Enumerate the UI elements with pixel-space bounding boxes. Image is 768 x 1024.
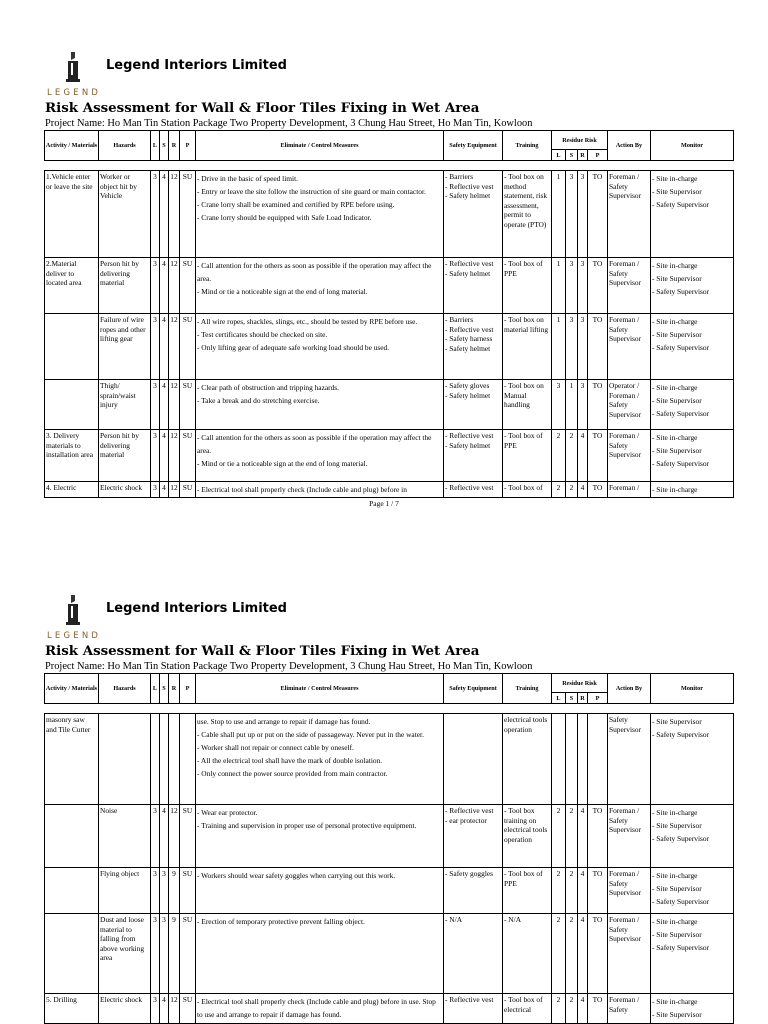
cell-residue-s: 1 — [566, 380, 578, 430]
cell-monitor-line: - Safety Supervisor — [652, 409, 710, 418]
cell-equipment-line: - Safety helmet — [445, 390, 491, 400]
cell-measures — [196, 805, 444, 868]
cell-monitor — [651, 314, 734, 380]
cell-monitor-line: - Site in-charge — [652, 485, 698, 494]
cell-l: 3 — [151, 380, 160, 430]
risk-table-body-2 — [45, 714, 734, 1024]
cell-monitor-line: - Safety Supervisor — [652, 200, 710, 209]
cell-monitor-line: - Safety Supervisor — [652, 459, 710, 468]
cell-equipment — [444, 868, 503, 914]
cell-equipment-line: - Reflective vest — [445, 259, 494, 268]
cell-p — [180, 714, 196, 805]
company-name: Legend Interiors Limited — [106, 601, 287, 616]
table-row — [45, 171, 734, 258]
cell-measures-line: - All the electrical tool shall have the mark of double isolation. — [197, 756, 383, 765]
cell-r: 12 — [169, 314, 180, 380]
cell-r — [169, 714, 180, 805]
cell-monitor-line: - Site in-charge — [652, 997, 698, 1006]
col-activity: Activity / Materials — [45, 131, 99, 161]
table-row — [45, 258, 734, 314]
cell-action: Foreman / Safety Supervisor — [608, 258, 651, 314]
cell-monitor — [651, 482, 734, 498]
col-activity: Activity / Materials — [45, 674, 99, 704]
cell-monitor — [651, 994, 734, 1024]
cell-equipment — [444, 714, 503, 805]
cell-monitor-line: - Safety Supervisor — [652, 834, 710, 843]
cell-residue-r — [578, 714, 588, 805]
cell-r: 12 — [169, 482, 180, 498]
cell-measures-line: - Clear path of obstruction and tripping hazards. — [197, 383, 340, 392]
col-residue-l: L — [552, 693, 566, 704]
cell-equipment — [444, 171, 503, 258]
col-s: S — [160, 674, 169, 704]
col-l: L — [151, 131, 160, 161]
cell-monitor-line: - Site in-charge — [652, 433, 698, 442]
cell-l: 3 — [151, 258, 160, 314]
cell-hazard: Noise — [99, 805, 151, 868]
cell-residue-l: 2 — [552, 805, 566, 868]
col-residue-p: P — [588, 150, 608, 161]
cell-monitor-line: - Site Supervisor — [652, 396, 702, 405]
cell-measures-line: - Drive in the basic of speed limit. — [197, 174, 298, 183]
cell-measures — [196, 380, 444, 430]
cell-measures-line: - Mind or tie a noticeable sign at the end of long material. — [197, 287, 368, 296]
cell-residue-p: TO — [588, 868, 608, 914]
cell-equipment-line: - Reflective vest — [445, 181, 494, 191]
col-hazards: Hazards — [99, 131, 151, 161]
cell-l: 3 — [151, 805, 160, 868]
cell-residue-p: TO — [588, 994, 608, 1024]
cell-monitor-line: - Site in-charge — [652, 317, 698, 326]
document-title: Risk Assessment for Wall & Floor Tiles Fixing in Wet Area — [45, 100, 480, 116]
cell-monitor-line: - Site Supervisor — [652, 446, 702, 455]
cell-equipment — [444, 430, 503, 482]
col-action: Action By — [608, 674, 651, 704]
cell-measures — [196, 314, 444, 380]
legend-logo-icon — [62, 595, 84, 625]
cell-activity: 4. Electric — [45, 482, 99, 498]
col-equipment: Safety Equipment — [444, 674, 503, 704]
cell-action: Foreman / Safety Supervisor — [608, 171, 651, 258]
table-row — [45, 994, 734, 1024]
cell-r: 12 — [169, 994, 180, 1024]
cell-s: 3 — [160, 868, 169, 914]
cell-r: 12 — [169, 430, 180, 482]
cell-residue-r: 4 — [578, 868, 588, 914]
cell-training: - Tool box of PPE — [503, 430, 552, 482]
brand-wordmark: LEGEND — [47, 631, 102, 641]
col-hazards: Hazards — [99, 674, 151, 704]
col-action: Action By — [608, 131, 651, 161]
cell-monitor-line: - Site Supervisor — [652, 1010, 702, 1019]
col-residue: Residue Risk — [552, 131, 608, 150]
cell-monitor-line: - Site in-charge — [652, 261, 698, 270]
cell-residue-p: TO — [588, 258, 608, 314]
cell-residue-l: 2 — [552, 482, 566, 498]
cell-equipment — [444, 314, 503, 380]
cell-s: 4 — [160, 805, 169, 868]
cell-p: SU — [180, 380, 196, 430]
cell-measures-line: - Worker shall not repair or connect cable by oneself. — [197, 743, 354, 752]
brand-wordmark: LEGEND — [47, 88, 102, 98]
cell-equipment-line: - Reflective vest — [445, 806, 494, 815]
cell-residue-r: 4 — [578, 994, 588, 1024]
cell-r: 12 — [169, 171, 180, 258]
cell-measures-line: - Erection of temporary protective prevent falling object. — [197, 917, 365, 926]
cell-training: - N/A — [503, 914, 552, 994]
cell-residue-s: 3 — [566, 258, 578, 314]
cell-residue-p: TO — [588, 482, 608, 498]
cell-monitor-line: - Safety Supervisor — [652, 943, 710, 952]
cell-measures-line: - Only lifting gear of adequate safe working load should be used. — [197, 343, 390, 352]
table-row — [45, 380, 734, 430]
table-header — [44, 130, 734, 161]
cell-residue-l: 2 — [552, 868, 566, 914]
cell-hazard: Worker or object hit by Vehicle — [99, 171, 151, 258]
cell-monitor — [651, 430, 734, 482]
cell-residue-s: 2 — [566, 994, 578, 1024]
cell-s: 3 — [160, 914, 169, 994]
cell-r: 9 — [169, 868, 180, 914]
cell-activity: masonry saw and Tile Cutter — [45, 714, 99, 805]
cell-hazard: Dust and loose material to falling from above working area — [99, 914, 151, 994]
cell-residue-s: 2 — [566, 805, 578, 868]
cell-residue-l: 1 — [552, 258, 566, 314]
cell-monitor-line: - Safety Supervisor — [652, 897, 710, 906]
cell-residue-r: 4 — [578, 482, 588, 498]
col-residue-p: P — [588, 693, 608, 704]
cell-equipment-line: - Barriers — [445, 315, 474, 324]
col-residue-r: R — [578, 693, 588, 704]
cell-equipment-line: - Safety helmet — [445, 440, 491, 450]
cell-residue-l: 1 — [552, 314, 566, 380]
col-monitor: Monitor — [651, 674, 734, 704]
table-row — [45, 430, 734, 482]
col-r: R — [169, 674, 180, 704]
cell-equipment-line: - Safety helmet — [445, 268, 491, 278]
table-row — [45, 482, 734, 498]
cell-s: 4 — [160, 430, 169, 482]
cell-monitor-line: - Safety Supervisor — [652, 343, 710, 352]
cell-measures — [196, 994, 444, 1024]
col-residue-s: S — [566, 150, 578, 161]
project-name: Project Name: Ho Man Tin Station Package Two Property Development, 3 Chung Hau Street, Ho Man Tin, Kowloon — [45, 118, 533, 129]
cell-residue-l: 1 — [552, 171, 566, 258]
cell-residue-p: TO — [588, 380, 608, 430]
cell-measures — [196, 714, 444, 805]
cell-p: SU — [180, 314, 196, 380]
cell-hazard: Person hit by delivering material — [99, 430, 151, 482]
col-training: Training — [503, 131, 552, 161]
cell-measures-line: - Crane lorry shall be examined and certified by RPE before using. — [197, 200, 395, 209]
legend-logo-icon — [62, 52, 84, 82]
cell-s: 4 — [160, 994, 169, 1024]
cell-activity — [45, 314, 99, 380]
cell-l: 3 — [151, 171, 160, 258]
cell-l: 3 — [151, 314, 160, 380]
cell-activity — [45, 914, 99, 994]
cell-monitor-line: - Site in-charge — [652, 917, 698, 926]
cell-measures-line: - Mind or tie a noticeable sign at the end of long material. — [197, 459, 368, 468]
cell-monitor-line: - Site in-charge — [652, 174, 698, 183]
cell-hazard: Flying object — [99, 868, 151, 914]
document-title: Risk Assessment for Wall & Floor Tiles Fixing in Wet Area — [45, 643, 480, 659]
cell-equipment — [444, 380, 503, 430]
col-residue: Residue Risk — [552, 674, 608, 693]
cell-l: 3 — [151, 914, 160, 994]
cell-s: 4 — [160, 380, 169, 430]
cell-equipment-line: - Reflective vest — [445, 995, 494, 1004]
cell-equipment — [444, 805, 503, 868]
cell-hazard: Failure of wire ropes and other lifting gear — [99, 314, 151, 380]
col-residue-s: S — [566, 693, 578, 704]
cell-equipment-line: - Safety goggles — [445, 869, 494, 878]
cell-residue-r: 4 — [578, 914, 588, 994]
cell-equipment-line: - Safety gloves — [445, 381, 490, 390]
cell-monitor-line: - Site in-charge — [652, 808, 698, 817]
cell-residue-l: 3 — [552, 380, 566, 430]
cell-activity: 2.Material deliver to located area — [45, 258, 99, 314]
cell-training: - Tool box training on electrical tools operation — [503, 805, 552, 868]
cell-measures-line: use. Stop to use and arrange to repair if damage has found. — [197, 717, 371, 726]
cell-residue-s: 3 — [566, 314, 578, 380]
cell-activity — [45, 868, 99, 914]
cell-measures-line: - Call attention for the others as soon as possible if the operation may affect the area. — [197, 261, 432, 283]
col-monitor: Monitor — [651, 131, 734, 161]
risk-table-page-2 — [44, 713, 734, 1024]
cell-action: Safety Supervisor — [608, 714, 651, 805]
cell-action: Operator / Foreman / Safety Supervisor — [608, 380, 651, 430]
cell-monitor-line: - Site in-charge — [652, 383, 698, 392]
cell-action: Foreman / Safety Supervisor — [608, 868, 651, 914]
cell-r: 12 — [169, 380, 180, 430]
cell-s: 4 — [160, 482, 169, 498]
table-row — [45, 868, 734, 914]
cell-measures-line: - Wear ear protector. — [197, 808, 258, 817]
cell-equipment-line: - Reflective vest — [445, 324, 494, 334]
cell-s: 4 — [160, 258, 169, 314]
cell-residue-p: TO — [588, 914, 608, 994]
cell-monitor — [651, 258, 734, 314]
col-l: L — [151, 674, 160, 704]
cell-measures-line: - All wire ropes, shackles, slings, etc., should be tested by RPE before use. — [197, 317, 418, 326]
cell-action: Foreman / Safety Supervisor — [608, 805, 651, 868]
cell-hazard: Person hit by delivering material — [99, 258, 151, 314]
cell-residue-s: 3 — [566, 171, 578, 258]
table-row — [45, 914, 734, 994]
table-row — [45, 314, 734, 380]
cell-residue-p: TO — [588, 805, 608, 868]
cell-action: Foreman / Safety Supervisor — [608, 314, 651, 380]
cell-p: SU — [180, 430, 196, 482]
cell-measures-line: - Cable shall put up or put on the side of passageway. Never put in the water. — [197, 730, 424, 739]
cell-equipment-line: - ear protector — [445, 815, 487, 825]
cell-residue-p: TO — [588, 171, 608, 258]
cell-residue-s: 2 — [566, 482, 578, 498]
cell-measures-line: - Crane lorry should be equipped with Safe Load Indicator. — [197, 213, 372, 222]
cell-activity: 3. Delivery materials to installation area — [45, 430, 99, 482]
cell-training: electrical tools operation — [503, 714, 552, 805]
cell-measures — [196, 171, 444, 258]
cell-training: - Tool box on material lifting — [503, 314, 552, 380]
cell-measures — [196, 430, 444, 482]
cell-l: 3 — [151, 868, 160, 914]
cell-monitor-line: - Site Supervisor — [652, 187, 702, 196]
cell-measures-line: - Entry or leave the site follow the instruction of site guard or main contactor. — [197, 187, 426, 196]
cell-activity: 5. Drilling — [45, 994, 99, 1024]
cell-equipment-line: - Safety harness — [445, 334, 493, 344]
project-name: Project Name: Ho Man Tin Station Package Two Property Development, 3 Chung Hau Street, Ho Man Tin, Kowloon — [45, 661, 533, 672]
cell-l: 3 — [151, 482, 160, 498]
cell-equipment — [444, 914, 503, 994]
cell-hazard: Electric shock — [99, 994, 151, 1024]
cell-action: Foreman / Safety — [608, 994, 651, 1024]
cell-measures — [196, 482, 444, 498]
cell-activity: 1.Vehicle enter or leave the site — [45, 171, 99, 258]
cell-monitor — [651, 380, 734, 430]
cell-monitor — [651, 171, 734, 258]
col-training: Training — [503, 674, 552, 704]
cell-p: SU — [180, 258, 196, 314]
col-residue-r: R — [578, 150, 588, 161]
col-p: P — [180, 131, 196, 161]
cell-monitor-line: - Site Supervisor — [652, 930, 702, 939]
cell-residue-r: 3 — [578, 171, 588, 258]
cell-measures-line: - Only connect the power source provided from main contractor. — [197, 769, 388, 778]
cell-residue-p — [588, 714, 608, 805]
cell-monitor-line: - Site Supervisor — [652, 884, 702, 893]
cell-residue-p: TO — [588, 314, 608, 380]
cell-r: 12 — [169, 805, 180, 868]
cell-l — [151, 714, 160, 805]
cell-residue-r: 3 — [578, 314, 588, 380]
company-name: Legend Interiors Limited — [106, 58, 287, 73]
cell-residue-s — [566, 714, 578, 805]
cell-measures-line: - Training and supervision in proper use of personal protective equipment. — [197, 821, 417, 830]
cell-p: SU — [180, 994, 196, 1024]
cell-equipment — [444, 994, 503, 1024]
col-residue-l: L — [552, 150, 566, 161]
cell-p: SU — [180, 171, 196, 258]
table-row — [45, 714, 734, 805]
cell-equipment-line: - Reflective vest — [445, 483, 494, 492]
cell-p: SU — [180, 482, 196, 498]
cell-equipment-line: - Safety helmet — [445, 191, 491, 201]
cell-measures — [196, 258, 444, 314]
cell-residue-s: 2 — [566, 914, 578, 994]
cell-residue-l — [552, 714, 566, 805]
col-p: P — [180, 674, 196, 704]
cell-residue-r: 3 — [578, 380, 588, 430]
cell-measures-line: - Call attention for the others as soon as possible if the operation may affect the area. — [197, 433, 432, 455]
cell-equipment-line: - N/A — [445, 915, 463, 924]
cell-hazard — [99, 714, 151, 805]
cell-training: - Tool box of PPE — [503, 258, 552, 314]
cell-measures — [196, 914, 444, 994]
cell-training: - Tool box of PPE — [503, 868, 552, 914]
cell-equipment-line: - Barriers — [445, 172, 474, 181]
cell-action: Foreman / Safety Supervisor — [608, 430, 651, 482]
cell-monitor-line: - Site Supervisor — [652, 717, 702, 726]
cell-equipment — [444, 258, 503, 314]
cell-residue-s: 2 — [566, 430, 578, 482]
cell-monitor — [651, 868, 734, 914]
cell-r: 12 — [169, 258, 180, 314]
cell-hazard: Electric shock — [99, 482, 151, 498]
col-s: S — [160, 131, 169, 161]
cell-s: 4 — [160, 314, 169, 380]
cell-monitor-line: - Site Supervisor — [652, 330, 702, 339]
cell-s — [160, 714, 169, 805]
cell-p: SU — [180, 868, 196, 914]
cell-p: SU — [180, 914, 196, 994]
cell-residue-s: 2 — [566, 868, 578, 914]
risk-table-body-1 — [45, 171, 734, 498]
cell-measures-line: - Electrical tool shall properly check (Include cable and plug) before in — [197, 485, 407, 494]
cell-monitor — [651, 714, 734, 805]
cell-l: 3 — [151, 430, 160, 482]
cell-l: 3 — [151, 994, 160, 1024]
col-measures: Eliminate / Control Measures — [196, 131, 444, 161]
cell-activity — [45, 380, 99, 430]
cell-residue-l: 2 — [552, 914, 566, 994]
cell-equipment-line: - Safety helmet — [445, 343, 491, 353]
cell-residue-r: 4 — [578, 430, 588, 482]
cell-training: - Tool box of — [503, 482, 552, 498]
page-number: Page 1 / 7 — [369, 499, 399, 508]
cell-monitor-line: - Site Supervisor — [652, 821, 702, 830]
col-equipment: Safety Equipment — [444, 131, 503, 161]
cell-measures-line: - Workers should wear safety goggles when carrying out this work. — [197, 871, 396, 880]
cell-monitor — [651, 805, 734, 868]
cell-equipment — [444, 482, 503, 498]
cell-action: Foreman / — [608, 482, 651, 498]
cell-action: Foreman / Safety Supervisor — [608, 914, 651, 994]
col-measures: Eliminate / Control Measures — [196, 674, 444, 704]
cell-residue-r: 4 — [578, 805, 588, 868]
col-r: R — [169, 131, 180, 161]
cell-training: - Tool box on method statement, risk assessment, permit to operate (PTO) — [503, 171, 552, 258]
cell-monitor-line: - Site in-charge — [652, 871, 698, 880]
table-header — [44, 673, 734, 704]
cell-measures-line: - Electrical tool shall properly check (Include cable and plug) before in use. Stop to use and arrange to repair if damage has found. — [197, 997, 436, 1019]
cell-r: 9 — [169, 914, 180, 994]
cell-p: SU — [180, 805, 196, 868]
cell-residue-l: 2 — [552, 994, 566, 1024]
cell-s: 4 — [160, 171, 169, 258]
risk-table-page-1 — [44, 170, 734, 498]
cell-residue-l: 2 — [552, 430, 566, 482]
cell-hazard: Thigh/ sprain/waist injury — [99, 380, 151, 430]
cell-equipment-line: - Reflective vest — [445, 431, 494, 440]
cell-residue-r: 3 — [578, 258, 588, 314]
cell-monitor-line: - Safety Supervisor — [652, 730, 710, 739]
cell-activity — [45, 805, 99, 868]
cell-measures-line: - Test certificates should be checked on site. — [197, 330, 328, 339]
cell-measures-line: - Take a break and do stretching exercise. — [197, 396, 320, 405]
cell-monitor-line: - Site Supervisor — [652, 274, 702, 283]
cell-training: - Tool box of electrical — [503, 994, 552, 1024]
cell-monitor-line: - Safety Supervisor — [652, 287, 710, 296]
cell-monitor — [651, 914, 734, 994]
cell-training: - Tool box on Manual handling — [503, 380, 552, 430]
table-row — [45, 805, 734, 868]
cell-measures — [196, 868, 444, 914]
cell-residue-p: TO — [588, 430, 608, 482]
